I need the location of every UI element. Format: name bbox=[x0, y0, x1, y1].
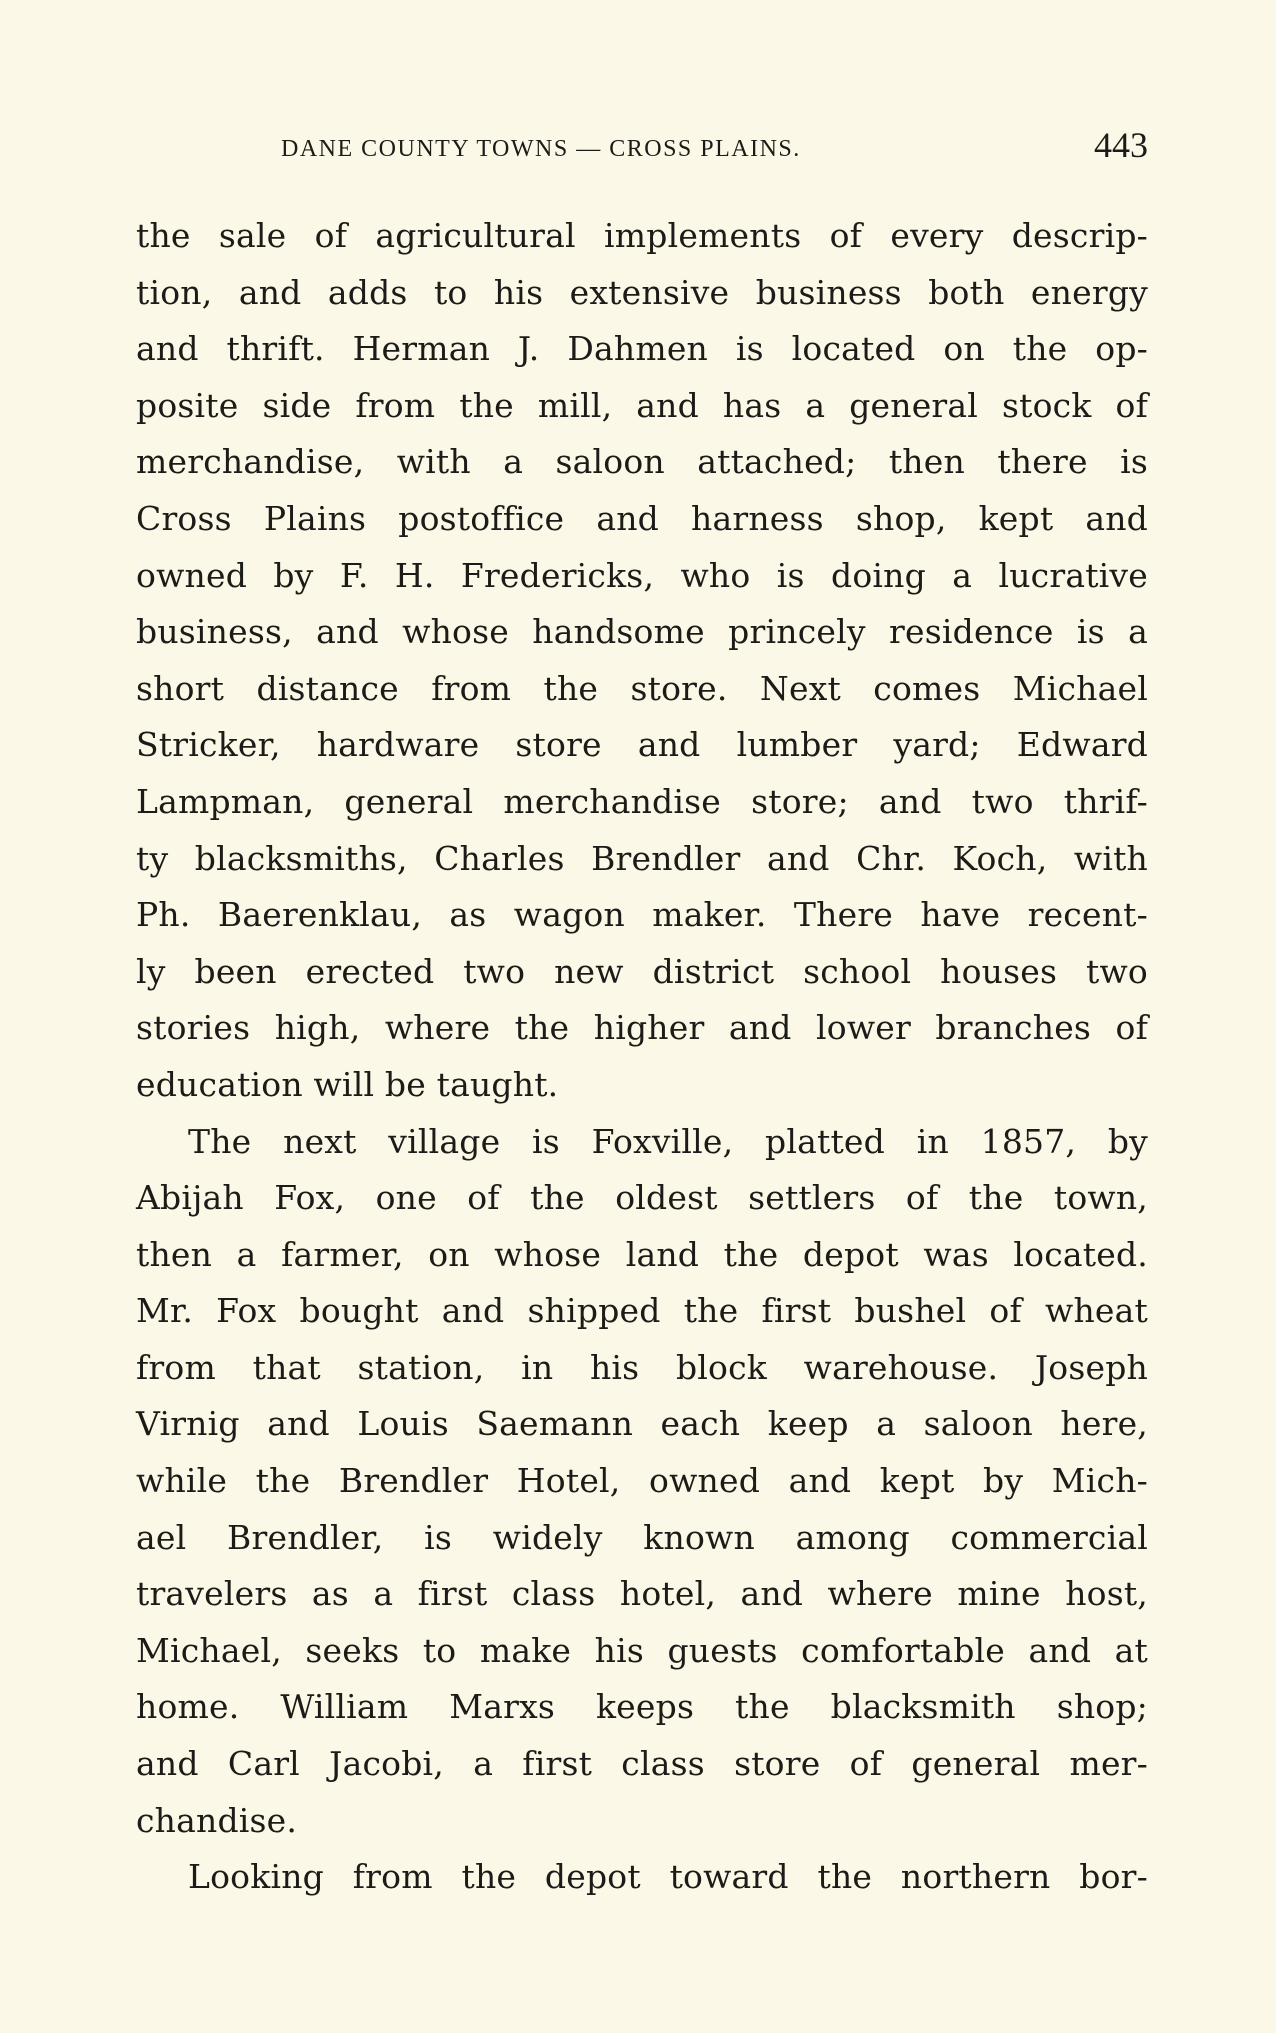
text-line: posite side from the mill, and has a general stock of bbox=[136, 385, 1148, 425]
text-line: short distance from the store. Next comes Michael bbox=[136, 668, 1148, 708]
text-line: owned by F. H. Fredericks, who is doing a lucrative bbox=[136, 555, 1148, 595]
text-line: home. William Marxs keeps the blacksmith shop; bbox=[136, 1687, 1148, 1727]
text-line: then a farmer, on whose land the depot was located. bbox=[136, 1234, 1148, 1274]
page-number: 443 bbox=[1094, 125, 1148, 165]
text-line: Michael, seeks to make his guests comfortable and at bbox=[136, 1630, 1148, 1670]
running-head bbox=[136, 124, 1148, 174]
running-title: DANE COUNTY TOWNS — CROSS PLAINS. bbox=[281, 136, 801, 162]
text-line: the sale of agricultural implements of every descrip- bbox=[136, 216, 1148, 255]
text-line: chandise. bbox=[136, 1800, 298, 1840]
text-line: education will be taught. bbox=[136, 1064, 559, 1104]
paragraph-first-line: Looking from the depot toward the northern bor- bbox=[188, 1857, 1148, 1897]
text-line: from that station, in his block warehouse. Joseph bbox=[136, 1347, 1148, 1387]
text-line: while the Brendler Hotel, owned and kept by Mich- bbox=[136, 1461, 1148, 1501]
text-line: ty blacksmiths, Charles Brendler and Chr. Koch, with bbox=[136, 838, 1148, 878]
text-line: Virnig and Louis Saemann each keep a saloon here, bbox=[136, 1404, 1148, 1444]
body-text bbox=[136, 208, 1148, 1906]
text-line: ly been erected two new district school houses two bbox=[136, 951, 1148, 991]
paragraph-first-line: The next village is Foxville, platted in 1857, by bbox=[188, 1121, 1148, 1161]
text-line: Cross Plains postoffice and harness shop, kept and bbox=[136, 498, 1148, 538]
text-line: stories high, where the higher and lower branches of bbox=[136, 1008, 1148, 1048]
text-line: Mr. Fox bought and shipped the first bushel of wheat bbox=[136, 1291, 1148, 1331]
text-line: travelers as a first class hotel, and where mine host, bbox=[136, 1574, 1148, 1614]
text-line: Stricker, hardware store and lumber yard; Edward bbox=[136, 725, 1148, 765]
text-line: Lampman, general merchandise store; and two thrif- bbox=[136, 781, 1148, 821]
text-line: and thrift. Herman J. Dahmen is located on the op- bbox=[136, 329, 1148, 369]
text-line: business, and whose handsome princely residence is a bbox=[136, 612, 1148, 652]
text-line: merchandise, with a saloon attached; then there is bbox=[136, 442, 1148, 482]
text-line: ael Brendler, is widely known among commercial bbox=[136, 1517, 1148, 1557]
text-line: Abijah Fox, one of the oldest settlers of the town, bbox=[136, 1178, 1148, 1218]
text-line: Ph. Baerenklau, as wagon maker. There have recent- bbox=[136, 895, 1148, 935]
text-line: and Carl Jacobi, a first class store of general mer- bbox=[136, 1744, 1148, 1784]
text-line: tion, and adds to his extensive business both energy bbox=[136, 272, 1148, 312]
